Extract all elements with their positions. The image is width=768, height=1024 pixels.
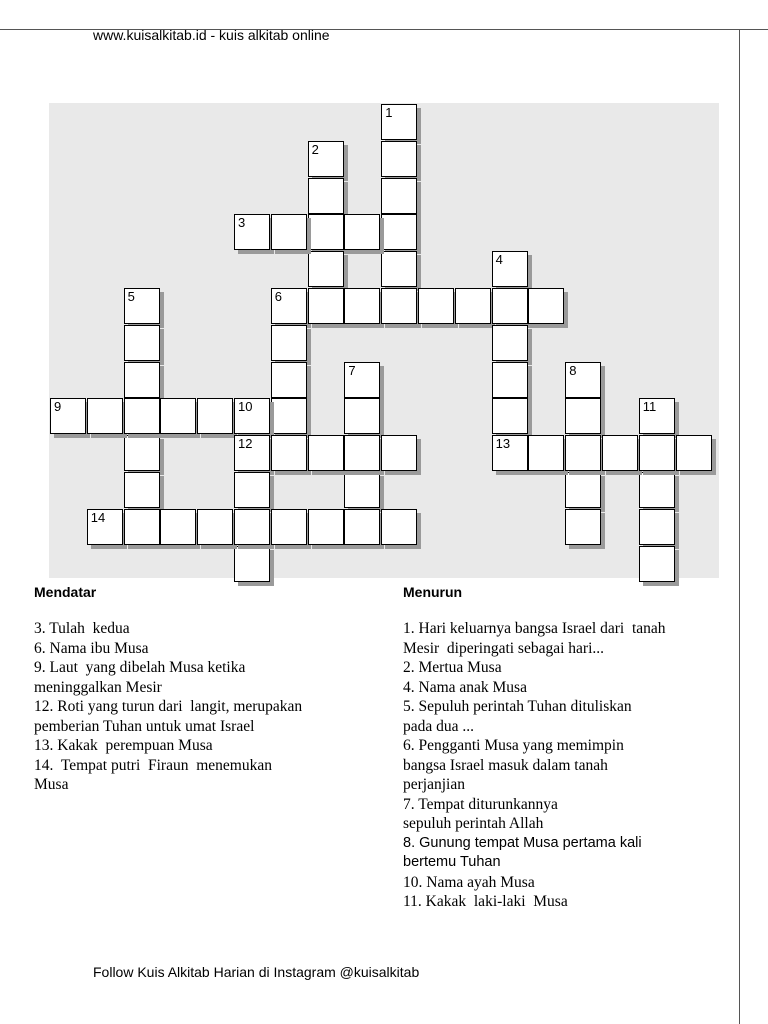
clue-number: 2	[311, 141, 319, 157]
crossword-cell[interactable]	[418, 288, 454, 324]
crossword-cell-13[interactable]	[492, 435, 528, 471]
crossword-cell[interactable]	[381, 214, 417, 250]
crossword-cell[interactable]	[124, 472, 160, 508]
clue-number: 9	[54, 399, 62, 415]
clue-across-3: 3. Tulah kedua	[34, 620, 130, 637]
crossword-cell[interactable]	[234, 509, 270, 545]
clue-number: 10	[238, 399, 253, 415]
crossword-cell[interactable]	[381, 141, 417, 177]
clue-number: 11	[642, 399, 657, 415]
clue-down-4: 4. Nama anak Musa	[403, 678, 527, 696]
crossword-cell[interactable]	[528, 435, 564, 471]
crossword-cell[interactable]	[492, 398, 528, 434]
crossword-cell[interactable]	[492, 325, 528, 361]
clue-number: 12	[238, 436, 253, 452]
menurun-title: Menurun	[403, 584, 463, 600]
crossword-cell[interactable]	[381, 288, 417, 324]
clue-across-9: 9. Laut yang dibelah Musa ketika meninggalkan Mesir	[34, 659, 246, 696]
crossword-cell[interactable]	[639, 472, 675, 508]
clue-across-12: 12. Roti yang turun dari langit, merupakan pemberian Tuhan untuk umat Israel	[34, 698, 303, 735]
crossword-cell[interactable]	[492, 362, 528, 398]
crossword-cell-12[interactable]	[234, 435, 270, 471]
crossword-cell[interactable]	[308, 288, 344, 324]
crossword-cell[interactable]	[639, 509, 675, 545]
clue-across-14: 14. Tempat putri Firaun menemukan Musa	[34, 756, 272, 793]
crossword-cell[interactable]	[381, 509, 417, 545]
clue-down-8: 8. Gunung tempat Musa pertama kali bertemu Tuhan	[403, 834, 642, 870]
crossword-cell[interactable]	[381, 178, 417, 214]
crossword-cell-4[interactable]	[492, 251, 528, 287]
crossword-cell[interactable]	[639, 546, 675, 582]
margin-rule	[739, 29, 740, 1024]
clue-number: 1	[385, 105, 393, 120]
crossword-cell[interactable]	[639, 435, 675, 471]
crossword-cell[interactable]	[492, 288, 528, 324]
crossword-cell[interactable]	[271, 435, 307, 471]
crossword-cell-3[interactable]	[234, 214, 270, 250]
clue-across-6: 6. Nama ibu Musa	[34, 639, 149, 657]
crossword-cell[interactable]	[271, 398, 307, 434]
clue-number: 13	[495, 436, 511, 452]
clue-number: 7	[348, 362, 356, 378]
crossword-cell[interactable]	[197, 398, 233, 434]
site-header: www.kuisalkitab.id - kuis alkitab online	[93, 27, 330, 43]
crossword-cell[interactable]	[271, 509, 307, 545]
crossword-cell[interactable]	[234, 472, 270, 508]
crossword-cell[interactable]	[197, 509, 233, 545]
clue-number: 4	[495, 252, 503, 268]
crossword-cell-14[interactable]	[87, 509, 123, 545]
crossword-cell-5[interactable]	[124, 288, 160, 324]
crossword-cell[interactable]	[160, 398, 196, 434]
crossword-cell[interactable]	[308, 435, 344, 471]
crossword-cell[interactable]	[528, 288, 564, 324]
crossword-cell[interactable]	[87, 398, 123, 434]
crossword-cell[interactable]	[381, 251, 417, 287]
crossword-cell[interactable]	[344, 472, 380, 508]
crossword-cell[interactable]	[344, 435, 380, 471]
crossword-cell[interactable]	[565, 435, 601, 471]
clue-number: 14	[90, 509, 106, 525]
crossword-cell[interactable]	[602, 435, 638, 471]
clue-down-5: 5. Sepuluh perintah Tuhan dituliskan pada dua ...	[403, 698, 632, 735]
crossword-cell[interactable]	[124, 325, 160, 361]
crossword-cell[interactable]	[271, 214, 307, 250]
crossword-cell-1[interactable]	[381, 104, 417, 140]
clue-down-10: 10. Nama ayah Musa	[403, 873, 535, 891]
crossword-cell-10[interactable]	[234, 398, 270, 434]
crossword-cell[interactable]	[124, 362, 160, 398]
clue-down-6: 6. Pengganti Musa yang memimpin bangsa Israel masuk dalam tanah perjanjian	[403, 737, 624, 793]
crossword-cell-9[interactable]	[50, 398, 86, 434]
crossword-cell-2[interactable]	[308, 141, 344, 177]
crossword-cell[interactable]	[124, 435, 160, 471]
clue-down-11: 11. Kakak laki-laki Musa	[403, 893, 568, 910]
crossword-cell[interactable]	[344, 398, 380, 434]
crossword-cell[interactable]	[455, 288, 491, 324]
clue-number: 3	[238, 215, 246, 231]
clue-number: 8	[569, 362, 577, 378]
clue-number: 6	[274, 289, 283, 304]
mendatar-title: Mendatar	[34, 584, 97, 600]
clue-down-7: 7. Tempat diturunkannya sepuluh perintah Allah	[403, 795, 558, 832]
crossword-cell-7[interactable]	[344, 362, 380, 398]
crossword-cell[interactable]	[565, 398, 601, 434]
crossword-cell[interactable]	[344, 214, 380, 250]
mendatar-clue-list	[34, 619, 379, 795]
crossword-cell-11[interactable]	[639, 398, 675, 434]
crossword-cell[interactable]	[271, 362, 307, 398]
crossword-cell[interactable]	[308, 251, 344, 287]
menurun-clue-list	[403, 619, 738, 912]
clue-number: 5	[127, 289, 135, 304]
crossword-cell[interactable]	[234, 546, 270, 582]
footer-instagram: Follow Kuis Alkitab Harian di Instagram @kuisalkitab	[93, 964, 420, 980]
crossword-cell[interactable]	[124, 398, 160, 434]
clue-down-1: 1. Hari keluarnya bangsa Israel dari tanah Mesir diperingati sebagai hari...	[403, 620, 666, 657]
crossword-cell[interactable]	[124, 509, 160, 545]
crossword-cell-8[interactable]	[565, 362, 601, 398]
crossword-cell[interactable]	[565, 509, 601, 545]
crossword-cell[interactable]	[381, 435, 417, 471]
crossword-cell[interactable]	[308, 214, 344, 250]
crossword-cell[interactable]	[565, 472, 601, 508]
crossword-grid	[49, 103, 719, 578]
crossword-cell[interactable]	[308, 509, 344, 545]
clue-across-13: 13. Kakak perempuan Musa	[34, 737, 213, 754]
crossword-cell[interactable]	[271, 325, 307, 361]
crossword-cell[interactable]	[344, 288, 380, 324]
clue-down-2: 2. Mertua Musa	[403, 659, 502, 676]
crossword-cell[interactable]	[676, 435, 712, 471]
crossword-cell[interactable]	[344, 509, 380, 545]
crossword-cell[interactable]	[160, 509, 196, 545]
crossword-cell-6[interactable]	[271, 288, 307, 324]
crossword-cell[interactable]	[308, 178, 344, 214]
